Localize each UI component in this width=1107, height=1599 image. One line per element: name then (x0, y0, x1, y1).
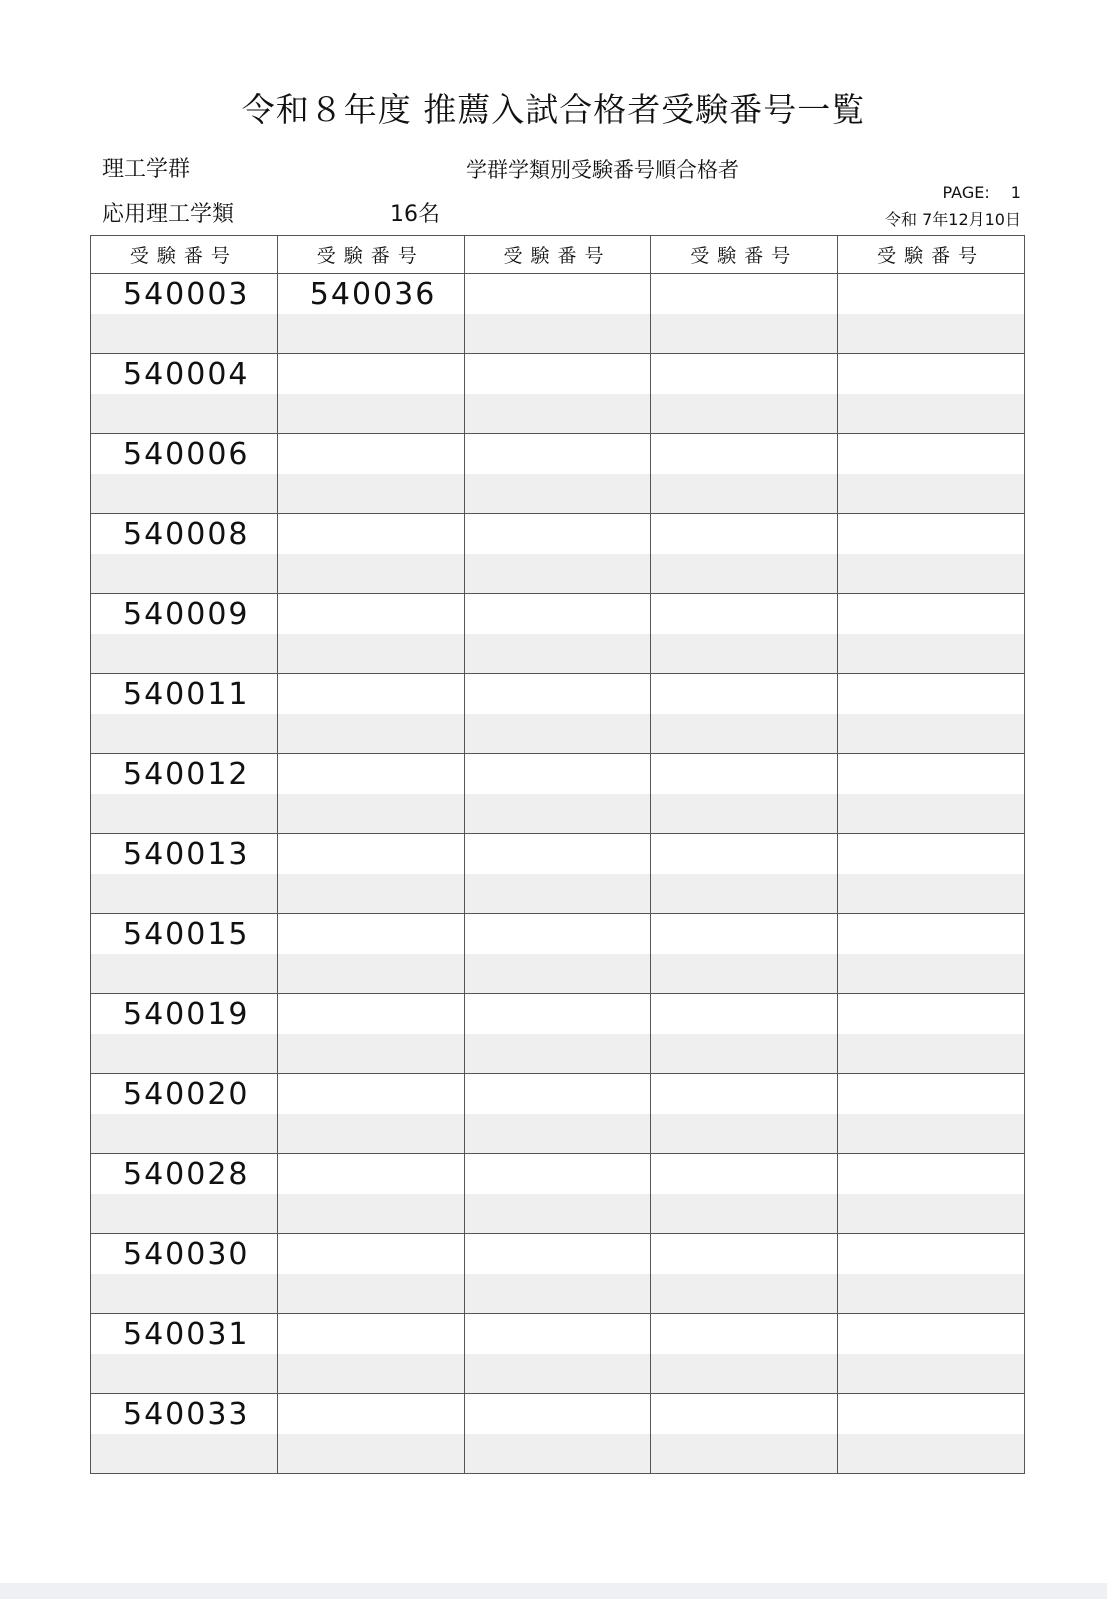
table-row-shaded-band (91, 394, 1025, 434)
blank-cell (651, 1034, 838, 1074)
blank-cell (277, 1274, 464, 1314)
blank-cell (838, 634, 1025, 674)
exam-number-cell: 540020 (91, 1074, 278, 1115)
blank-cell (651, 1194, 838, 1234)
blank-cell (651, 1434, 838, 1474)
exam-number-cell (464, 754, 651, 795)
blank-cell (838, 474, 1025, 514)
blank-cell (91, 714, 278, 754)
exam-number-cell (651, 594, 838, 635)
blank-cell (651, 714, 838, 754)
blank-cell (91, 954, 278, 994)
department-label: 応用理工学類 (102, 202, 235, 227)
exam-number-cell (464, 674, 651, 715)
exam-number-cell (838, 1154, 1025, 1195)
table-row (91, 834, 1025, 875)
blank-cell (277, 394, 464, 434)
blank-cell (91, 474, 278, 514)
exam-number-cell (464, 594, 651, 635)
table-row (91, 434, 1025, 475)
exam-number-cell (651, 354, 838, 395)
blank-cell (464, 394, 651, 434)
table-row (91, 914, 1025, 955)
exam-number-cell (464, 994, 651, 1035)
exam-number-cell: 540008 (91, 514, 278, 555)
blank-cell (91, 1034, 278, 1074)
table-body (91, 274, 1025, 1474)
blank-cell (277, 1194, 464, 1234)
table-row-shaded-band (91, 1114, 1025, 1154)
exam-number-cell (651, 674, 838, 715)
blank-cell (464, 714, 651, 754)
table-row (91, 354, 1025, 395)
blank-cell (91, 1114, 278, 1154)
table-row-shaded-band (91, 1354, 1025, 1394)
exam-number-cell (838, 594, 1025, 635)
exam-number-cell (277, 994, 464, 1035)
blank-cell (91, 1274, 278, 1314)
exam-number-cell (277, 354, 464, 395)
table-row-shaded-band (91, 1034, 1025, 1074)
exam-number-cell (838, 1234, 1025, 1275)
page-title: 令和８年度 推薦入試合格者受験番号一覧 (241, 90, 866, 129)
blank-cell (838, 874, 1025, 914)
table-row (91, 674, 1025, 715)
table-row (91, 1234, 1025, 1275)
exam-number-table (90, 235, 1025, 1474)
exam-number-cell (464, 274, 651, 315)
exam-number-cell (464, 1394, 651, 1435)
blank-cell (91, 1194, 278, 1234)
table-row (91, 1314, 1025, 1355)
blank-cell (838, 554, 1025, 594)
exam-number-cell: 540015 (91, 914, 278, 955)
exam-number-cell (277, 754, 464, 795)
exam-number-cell (277, 1394, 464, 1435)
exam-number-cell (838, 1074, 1025, 1115)
blank-cell (838, 1434, 1025, 1474)
exam-number-cell (651, 1314, 838, 1355)
exam-number-cell (277, 674, 464, 715)
blank-cell (651, 394, 838, 434)
exam-number-cell (838, 994, 1025, 1035)
blank-cell (838, 954, 1025, 994)
exam-number-cell (651, 754, 838, 795)
page-number: PAGE: 1 (942, 183, 1021, 202)
blank-cell (91, 314, 278, 354)
blank-cell (838, 1194, 1025, 1234)
table-row (91, 274, 1025, 315)
blank-cell (838, 714, 1025, 754)
blank-cell (464, 314, 651, 354)
blank-cell (277, 1114, 464, 1154)
blank-cell (91, 634, 278, 674)
exam-number-cell (651, 514, 838, 555)
exam-number-cell (277, 594, 464, 635)
blank-cell (277, 1354, 464, 1394)
blank-cell (838, 314, 1025, 354)
exam-number-cell: 540003 (91, 274, 278, 315)
list-subtitle: 学群学類別受験番号順合格者 (466, 158, 739, 182)
blank-cell (464, 954, 651, 994)
exam-number-cell (838, 674, 1025, 715)
table-row (91, 1074, 1025, 1115)
blank-cell (838, 794, 1025, 834)
exam-number-cell (277, 1234, 464, 1275)
exam-number-cell (277, 834, 464, 875)
exam-number-cell (838, 914, 1025, 955)
blank-cell (651, 554, 838, 594)
blank-cell (838, 394, 1025, 434)
exam-number-cell: 540012 (91, 754, 278, 795)
exam-number-cell (838, 354, 1025, 395)
table-header-row (91, 236, 1025, 274)
blank-cell (651, 474, 838, 514)
table-row-shaded-band (91, 1434, 1025, 1474)
blank-cell (651, 634, 838, 674)
page-bottom-bar (0, 1583, 1107, 1599)
blank-cell (838, 1034, 1025, 1074)
exam-number-cell (651, 434, 838, 475)
blank-cell (91, 794, 278, 834)
exam-number-cell (651, 994, 838, 1035)
exam-number-cell (277, 1154, 464, 1195)
table-row-shaded-band (91, 954, 1025, 994)
applicant-count: 16名 (390, 202, 440, 227)
exam-number-cell (464, 514, 651, 555)
column-header: 受験番号 (464, 236, 651, 274)
blank-cell (464, 874, 651, 914)
table-row-shaded-band (91, 634, 1025, 674)
blank-cell (91, 1354, 278, 1394)
exam-number-cell (838, 434, 1025, 475)
exam-number-cell (277, 1314, 464, 1355)
table-row-shaded-band (91, 474, 1025, 514)
exam-number-cell: 540033 (91, 1394, 278, 1435)
blank-cell (838, 1274, 1025, 1314)
exam-number-cell (464, 434, 651, 475)
blank-cell (277, 474, 464, 514)
table-row-shaded-band (91, 794, 1025, 834)
exam-number-cell (277, 434, 464, 475)
blank-cell (464, 794, 651, 834)
blank-cell (91, 1434, 278, 1474)
table-row-shaded-band (91, 1194, 1025, 1234)
blank-cell (277, 634, 464, 674)
table-row-shaded-band (91, 714, 1025, 754)
table-row (91, 1154, 1025, 1195)
blank-cell (464, 1194, 651, 1234)
table-row-shaded-band (91, 554, 1025, 594)
table-row (91, 594, 1025, 635)
table-row-shaded-band (91, 314, 1025, 354)
exam-number-cell: 540004 (91, 354, 278, 395)
exam-number-cell (464, 914, 651, 955)
table-row (91, 1394, 1025, 1435)
column-header: 受験番号 (91, 236, 278, 274)
exam-number-cell (651, 834, 838, 875)
table-row-shaded-band (91, 1274, 1025, 1314)
blank-cell (277, 874, 464, 914)
exam-number-cell: 540006 (91, 434, 278, 475)
blank-cell (651, 1114, 838, 1154)
blank-cell (651, 1274, 838, 1314)
exam-number-cell: 540036 (277, 274, 464, 315)
exam-number-cell: 540011 (91, 674, 278, 715)
blank-cell (651, 1354, 838, 1394)
exam-number-cell (651, 274, 838, 315)
blank-cell (464, 634, 651, 674)
exam-number-cell (651, 1234, 838, 1275)
exam-number-cell (838, 754, 1025, 795)
exam-number-cell: 540019 (91, 994, 278, 1035)
blank-cell (277, 314, 464, 354)
blank-cell (464, 1274, 651, 1314)
blank-cell (277, 794, 464, 834)
exam-number-cell (651, 1074, 838, 1115)
blank-cell (464, 1034, 651, 1074)
blank-cell (651, 314, 838, 354)
exam-number-cell (464, 1234, 651, 1275)
issue-date: 令和 7年12月10日 (885, 210, 1021, 229)
blank-cell (277, 1434, 464, 1474)
exam-number-cell (651, 914, 838, 955)
exam-number-cell (838, 274, 1025, 315)
blank-cell (91, 874, 278, 914)
blank-cell (838, 1114, 1025, 1154)
blank-cell (651, 954, 838, 994)
exam-number-cell: 540013 (91, 834, 278, 875)
blank-cell (464, 1434, 651, 1474)
blank-cell (464, 474, 651, 514)
exam-number-cell: 540009 (91, 594, 278, 635)
column-header: 受験番号 (277, 236, 464, 274)
blank-cell (277, 554, 464, 594)
exam-number-cell (464, 354, 651, 395)
table-row (91, 514, 1025, 555)
exam-number-cell (651, 1394, 838, 1435)
exam-number-cell: 540030 (91, 1234, 278, 1275)
group-label: 理工学群 (102, 157, 191, 182)
exam-number-cell: 540028 (91, 1154, 278, 1195)
table-row-shaded-band (91, 874, 1025, 914)
blank-cell (464, 554, 651, 594)
exam-number-cell (464, 1314, 651, 1355)
blank-cell (464, 1354, 651, 1394)
exam-number-cell (838, 514, 1025, 555)
exam-number-cell (464, 834, 651, 875)
blank-cell (277, 714, 464, 754)
exam-number-cell (277, 514, 464, 555)
exam-number-cell (464, 1074, 651, 1115)
blank-cell (464, 1114, 651, 1154)
exam-number-cell (464, 1154, 651, 1195)
exam-number-cell (277, 1074, 464, 1115)
exam-number-cell (838, 1394, 1025, 1435)
table-row (91, 754, 1025, 795)
exam-number-cell (277, 914, 464, 955)
exam-number-cell: 540031 (91, 1314, 278, 1355)
blank-cell (277, 954, 464, 994)
column-header: 受験番号 (838, 236, 1025, 274)
exam-number-cell (838, 834, 1025, 875)
blank-cell (91, 394, 278, 434)
blank-cell (651, 794, 838, 834)
column-header: 受験番号 (651, 236, 838, 274)
exam-number-cell (838, 1314, 1025, 1355)
blank-cell (91, 554, 278, 594)
exam-number-cell (651, 1154, 838, 1195)
table-row (91, 994, 1025, 1035)
blank-cell (651, 874, 838, 914)
blank-cell (838, 1354, 1025, 1394)
blank-cell (277, 1034, 464, 1074)
